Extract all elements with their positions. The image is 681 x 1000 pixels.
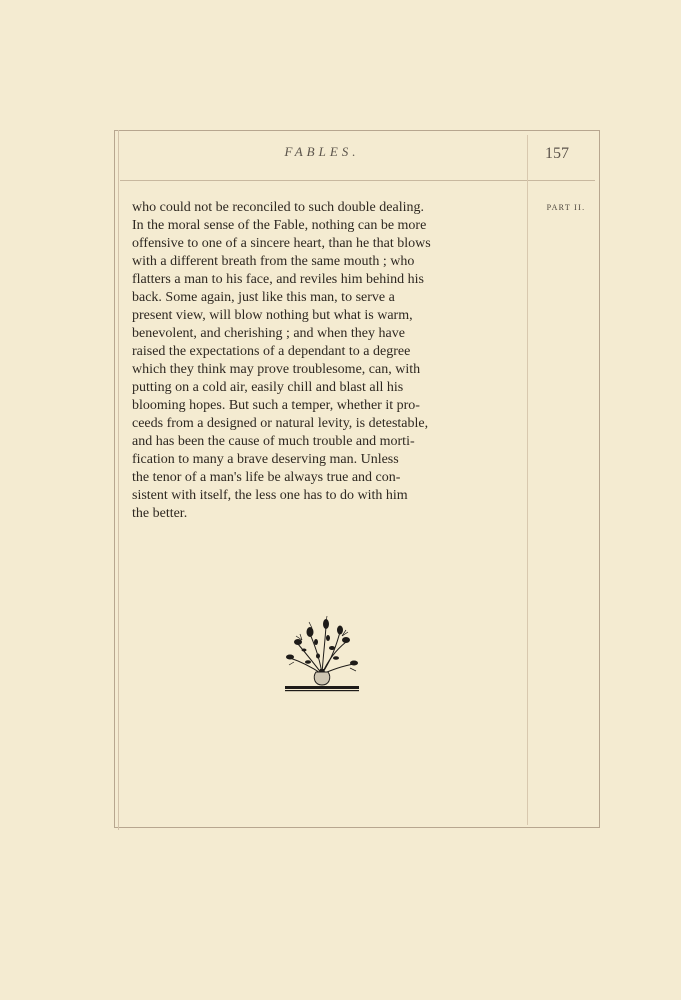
text-line: benevolent, and cherishing ; and when they have [132, 326, 405, 341]
text-line: and has been the cause of much trouble and morti- [132, 434, 415, 449]
running-title: FABLES. [284, 144, 360, 159]
text-line: which they think may prove troublesome, can, with [132, 362, 421, 377]
text-line: blooming hopes. But such a temper, whether it pro- [132, 398, 420, 413]
text-line: the tenor of a man's life be always true and con- [132, 470, 401, 485]
column-rule [527, 135, 528, 825]
text-line: flatters a man to his face, and reviles him behind his [132, 272, 424, 287]
header-rule [120, 180, 595, 181]
vase-of-flowers-icon [282, 612, 362, 694]
page-number: 157 [545, 145, 569, 162]
text-line: offensive to one of a sincere heart, than he that blows [132, 236, 431, 251]
margin-note: PART II. [546, 203, 586, 212]
text-line: who could not be reconciled to such double dealing. [132, 200, 424, 215]
body-text [132, 199, 511, 523]
text-line: back. Some again, just like this man, to serve a [132, 290, 395, 305]
text-line: ceeds from a designed or natural levity, is detestable, [132, 416, 429, 431]
text-line: the better. [132, 506, 188, 521]
text-line: In the moral sense of the Fable, nothing can be more [132, 218, 427, 233]
text-line: putting on a cold air, easily chill and blast all his [132, 380, 404, 395]
left-rule [118, 130, 119, 830]
text-line: sistent with itself, the less one has to do with him [132, 488, 408, 503]
text-line: present view, will blow nothing but what is warm, [132, 308, 413, 323]
text-line: with a different breath from the same mouth ; who [132, 254, 415, 269]
text-line: raised the expectations of a dependant to a degree [132, 344, 411, 359]
text-line: fication to many a brave deserving man. Unless [132, 452, 399, 467]
